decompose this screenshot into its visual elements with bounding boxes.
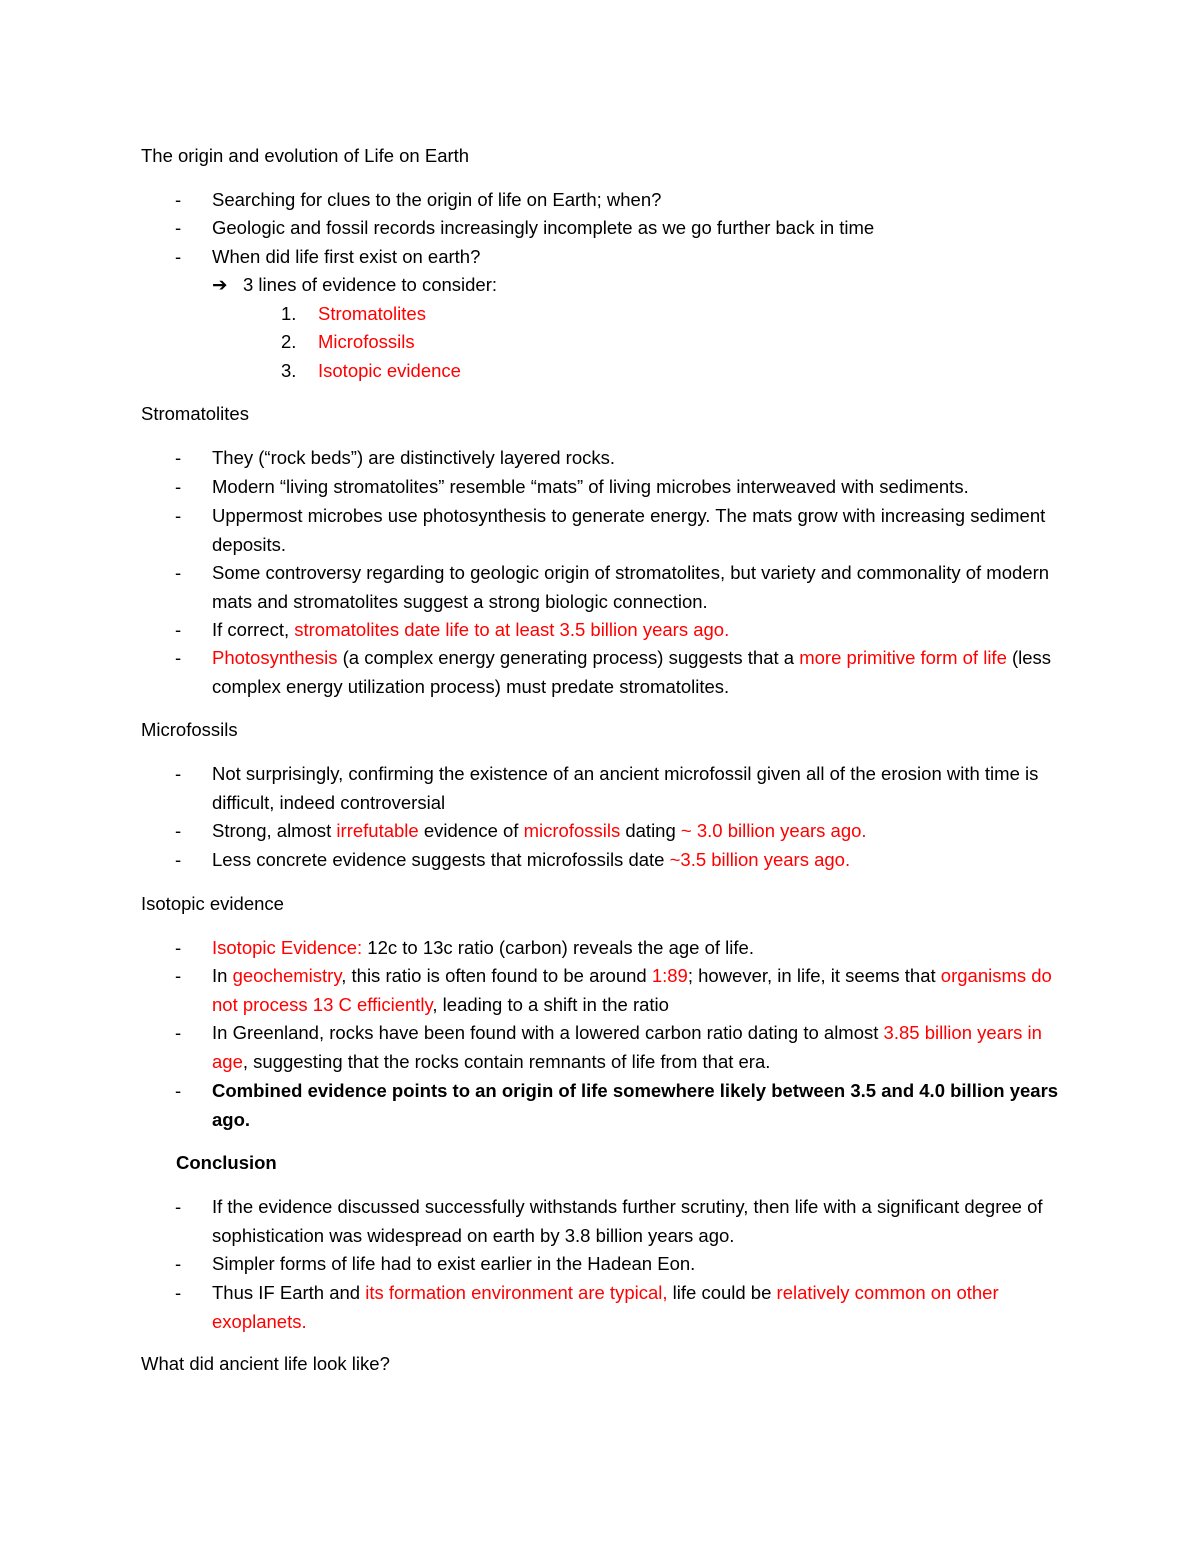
right-arrow-icon: ➔ bbox=[212, 274, 228, 295]
text-run: evidence of bbox=[418, 820, 524, 841]
stromatolites-item: Uppermost microbes use photosynthesis to generate energy. The mats grow with increasing sediment deposits. bbox=[212, 505, 1046, 555]
bullet-dash: - bbox=[175, 820, 182, 841]
highlight-run: Photosynthesis bbox=[212, 647, 338, 668]
bullet-dash: - bbox=[175, 1196, 182, 1217]
evidence-item: Isotopic evidence bbox=[318, 360, 461, 381]
evidence-item: Stromatolites bbox=[318, 303, 426, 324]
isotopic-item bbox=[212, 962, 1072, 1019]
bullet-dash: - bbox=[175, 562, 182, 583]
conclusion-item: If the evidence discussed successfully withstands further scrutiny, then life with a significant degree of sophistication was widespread on earth by 3.8 billion years ago. bbox=[212, 1196, 1043, 1246]
text-run: Strong, almost bbox=[212, 820, 337, 841]
document-title: The origin and evolution of Life on Earth bbox=[141, 145, 470, 166]
bullet-dash: - bbox=[175, 505, 182, 526]
text-run: In bbox=[212, 965, 233, 986]
text-run: 12c to 13c ratio (carbon) reveals the age of life. bbox=[362, 937, 754, 958]
bullet-dash: - bbox=[175, 217, 182, 238]
text-run: life could be bbox=[667, 1282, 777, 1303]
bullet-dash: - bbox=[175, 1080, 182, 1101]
text-run: , leading to a shift in the ratio bbox=[432, 993, 669, 1015]
bullet-dash: - bbox=[175, 246, 182, 267]
highlight-run: irrefutable bbox=[336, 820, 419, 841]
evidence-lead-in: 3 lines of evidence to consider: bbox=[243, 274, 498, 295]
highlight-run: 3.85 billion years in age bbox=[212, 1022, 1042, 1072]
microfossils-item: Not surprisingly, confirming the existence of an ancient microfossil given all of the erosion with time is difficult, indeed controversial bbox=[212, 763, 1039, 813]
evidence-item: Microfossils bbox=[318, 331, 415, 352]
intro-item: When did life first exist on earth? bbox=[212, 246, 481, 267]
highlight-run: stromatolites date life to at least 3.5 billion years ago. bbox=[294, 619, 730, 640]
highlight-run: 1:89 bbox=[651, 965, 688, 986]
section-heading-stromatolites: Stromatolites bbox=[141, 403, 249, 424]
bullet-dash: - bbox=[175, 447, 182, 468]
isotopic-item bbox=[212, 934, 1072, 963]
bullet-dash: - bbox=[175, 1022, 182, 1043]
text-run: , this ratio is often found to be around bbox=[341, 965, 652, 986]
isotopic-item bbox=[212, 1019, 1072, 1076]
bullet-dash: - bbox=[175, 763, 182, 784]
stromatolites-item bbox=[212, 616, 1072, 645]
text-run: Less concrete evidence suggests that microfossils date bbox=[212, 849, 670, 870]
text-run: (less complex energy utilization process) must predate stromatolites. bbox=[212, 647, 1052, 697]
section-heading-isotopic: Isotopic evidence bbox=[141, 893, 284, 914]
isotopic-summary: Combined evidence points to an origin of life somewhere likely between 3.5 and 4.0 billion years ago. bbox=[212, 1080, 1059, 1130]
text-run: Thus IF Earth and bbox=[212, 1282, 366, 1303]
highlight-run: ~ 3.0 billion years ago. bbox=[680, 820, 867, 841]
section-heading-microfossils: Microfossils bbox=[141, 719, 238, 740]
text-run: , suggesting that the rocks contain remnants of life from that era. bbox=[242, 1050, 771, 1072]
intro-item: Searching for clues to the origin of life on Earth; when? bbox=[212, 189, 662, 210]
stromatolites-item: They (“rock beds”) are distinctively layered rocks. bbox=[212, 447, 616, 468]
conclusion-item: Simpler forms of life had to exist earlier in the Hadean Eon. bbox=[212, 1253, 696, 1274]
bullet-dash: - bbox=[175, 849, 182, 870]
bullet-dash: - bbox=[175, 937, 182, 958]
bullet-dash: - bbox=[175, 1253, 182, 1274]
highlight-run: its formation environment are typical, bbox=[365, 1282, 668, 1303]
conclusion-item bbox=[212, 1279, 1072, 1336]
text-run: ; however, in life, it seems that bbox=[687, 965, 941, 986]
highlight-run: organisms do not process 13 C efficiently bbox=[212, 965, 1052, 1015]
text-run: In Greenland, rocks have been found with a lowered carbon ratio dating to almost bbox=[212, 1022, 884, 1043]
text-run: (a complex energy generating process) suggests that a bbox=[337, 647, 800, 668]
stromatolites-item: Modern “living stromatolites” resemble “mats” of living microbes interweaved with sediments. bbox=[212, 476, 969, 497]
bullet-dash: - bbox=[175, 647, 182, 668]
list-number: 3. bbox=[281, 360, 297, 381]
bullet-dash: - bbox=[175, 965, 182, 986]
list-number: 2. bbox=[281, 331, 297, 352]
bullet-dash: - bbox=[175, 1282, 182, 1303]
bullet-dash: - bbox=[175, 619, 182, 640]
microfossils-item bbox=[212, 846, 1072, 875]
text-run: If correct, bbox=[212, 619, 295, 640]
closing-question: What did ancient life look like? bbox=[141, 1353, 390, 1374]
bullet-dash: - bbox=[175, 189, 182, 210]
highlight-run: geochemistry bbox=[232, 965, 342, 986]
highlight-run: relatively common on other exoplanets. bbox=[212, 1282, 999, 1332]
text-run: dating bbox=[620, 820, 681, 841]
intro-item: Geologic and fossil records increasingly incomplete as we go further back in time bbox=[212, 217, 875, 238]
stromatolites-item: Some controversy regarding to geologic origin of stromatolites, but variety and commonality of modern mats and stromatolites suggest a strong biologic connection. bbox=[212, 562, 1050, 612]
highlight-run: more primitive form of life bbox=[799, 647, 1007, 668]
highlight-run: Isotopic Evidence: bbox=[212, 937, 363, 958]
section-heading-conclusion: Conclusion bbox=[176, 1152, 277, 1173]
microfossils-item bbox=[212, 817, 1072, 846]
list-number: 1. bbox=[281, 303, 297, 324]
highlight-run: microfossils bbox=[523, 820, 621, 841]
stromatolites-item bbox=[212, 644, 1072, 701]
bullet-dash: - bbox=[175, 476, 182, 497]
highlight-run: ~3.5 billion years ago. bbox=[669, 849, 851, 870]
